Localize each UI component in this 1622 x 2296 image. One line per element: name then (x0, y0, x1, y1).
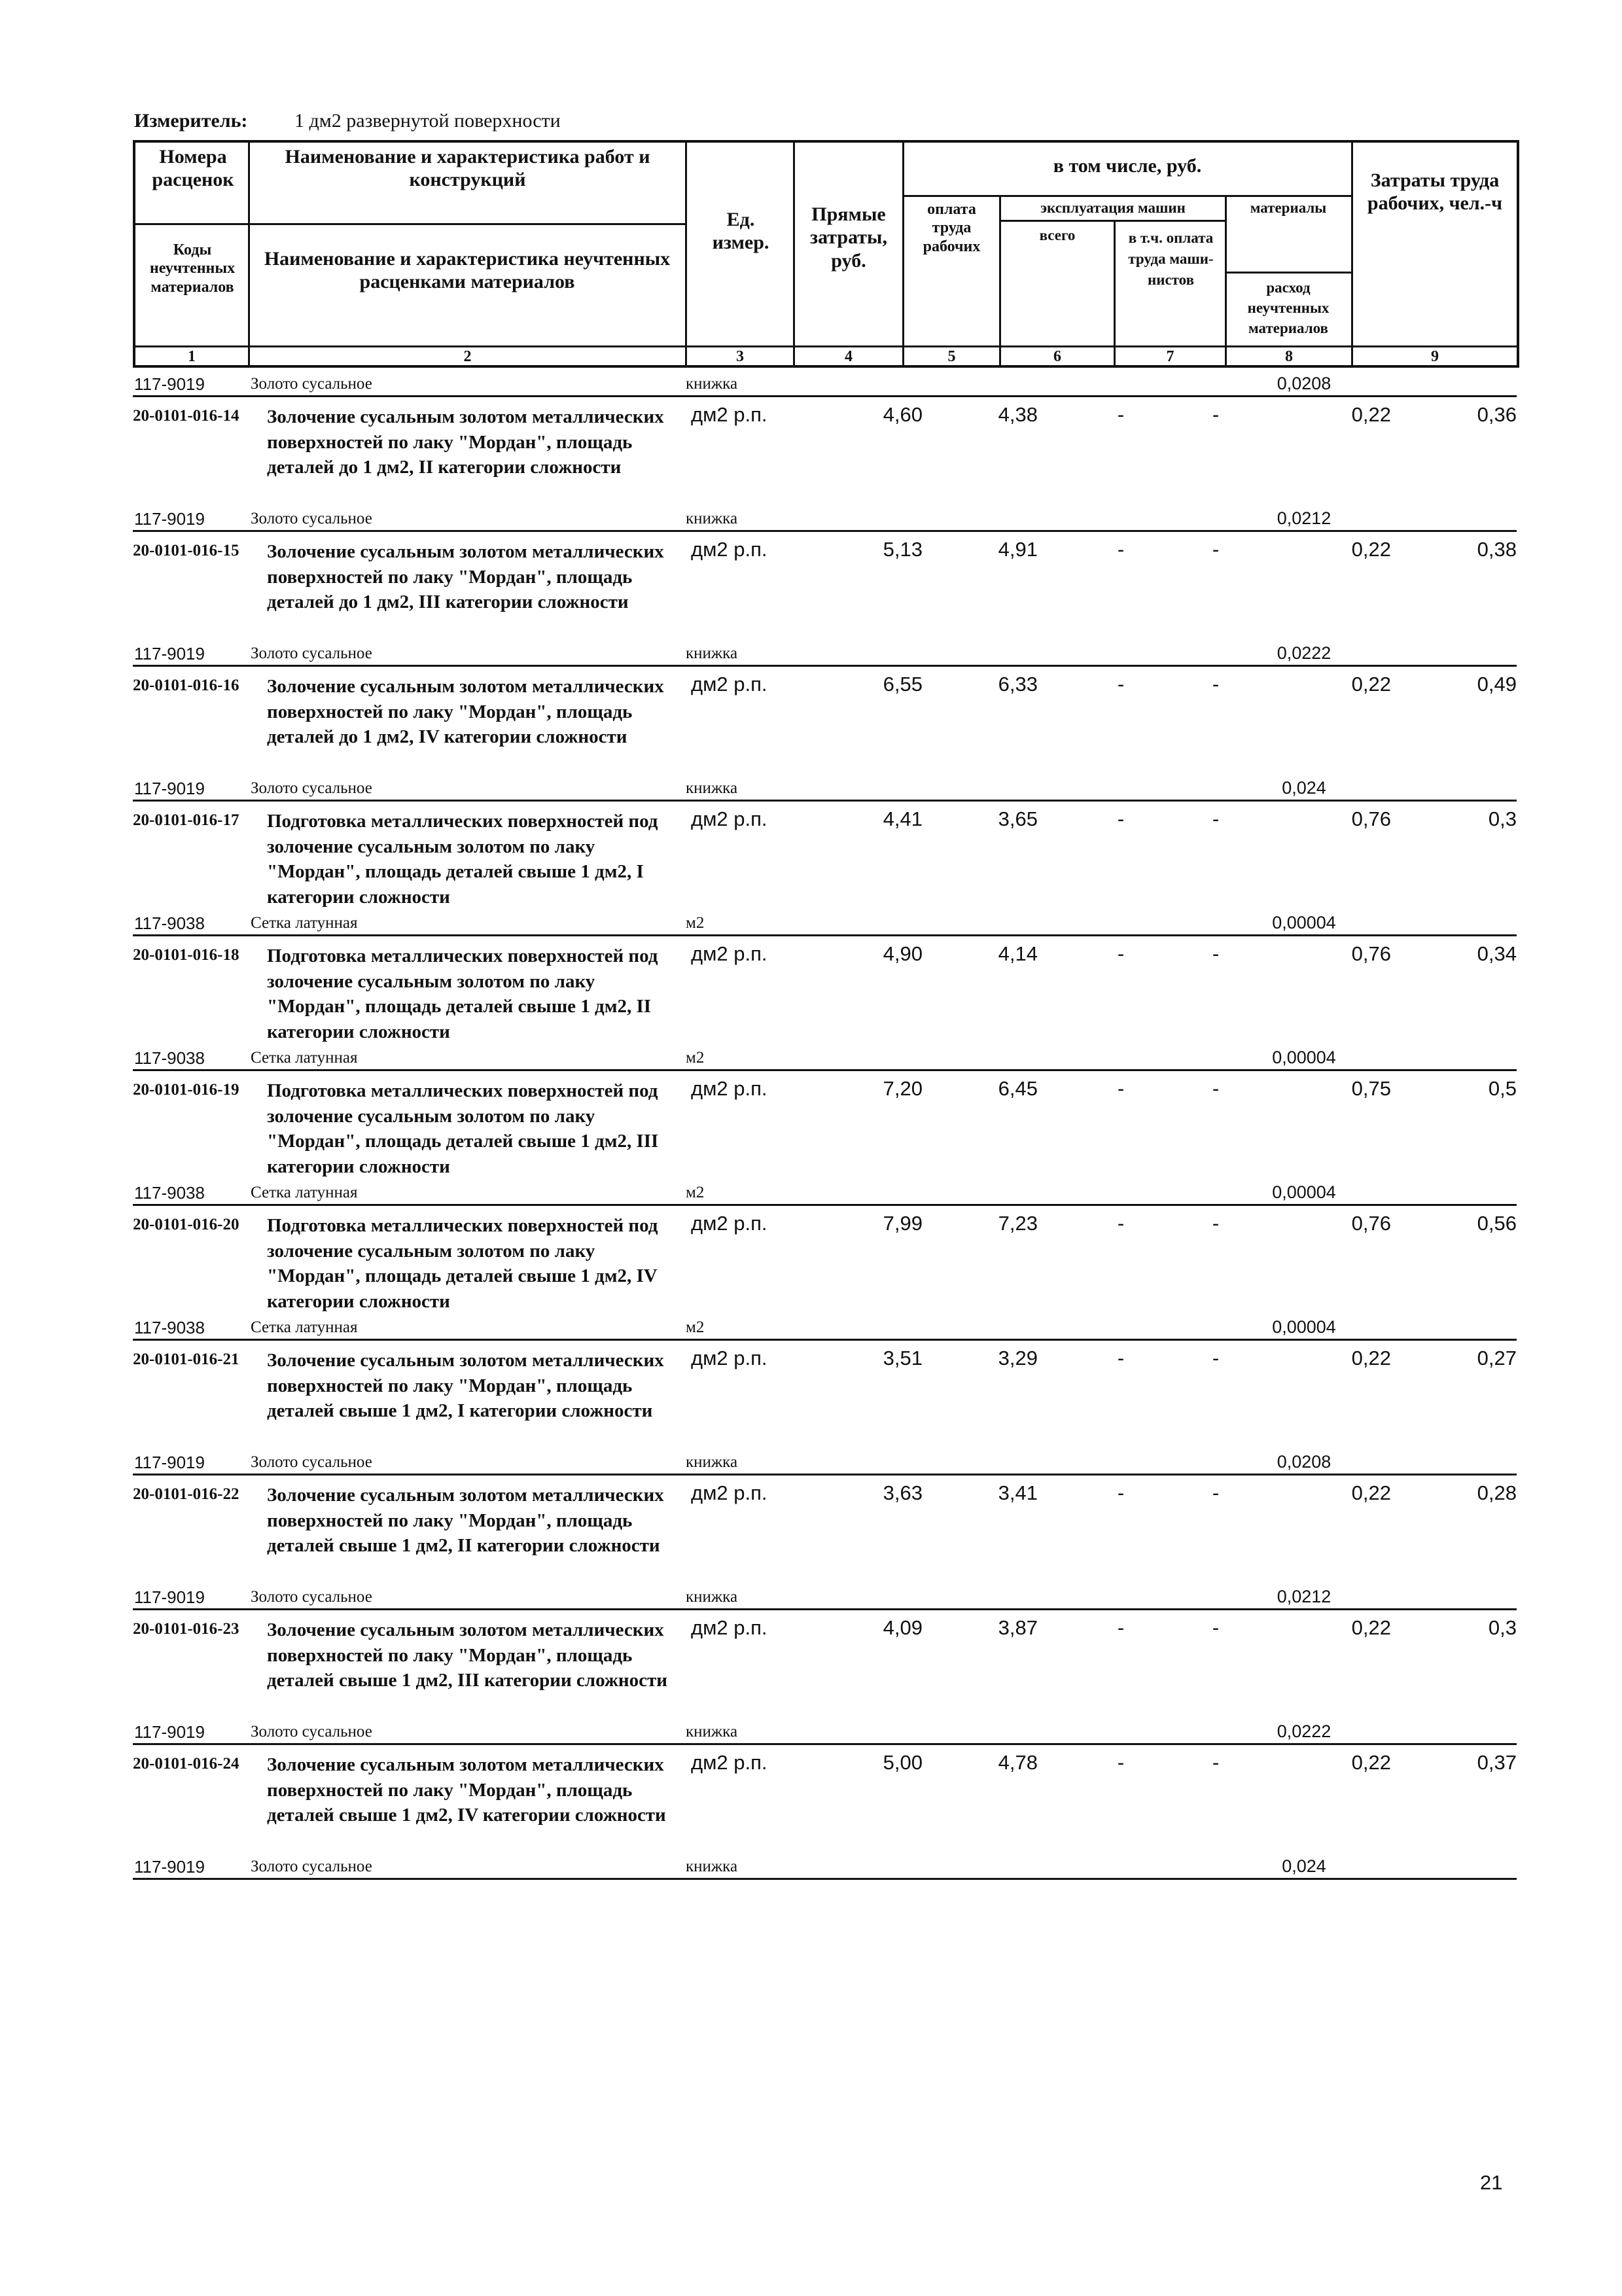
labor-costs-value: 0,36 (1477, 403, 1517, 426)
material-name: Золото сусальное (251, 779, 372, 797)
materials-value: 0,22 (1351, 1616, 1391, 1639)
col-number: 2 (463, 348, 472, 365)
machinist-pay-value: - (1212, 807, 1220, 830)
work-description: Золочение сусальным золотом металлических поверхностей по лаку "Мордан", площадь деталей до 1 дм2, IV категории сложности (267, 676, 664, 748)
work-row (133, 1343, 1517, 1451)
material-code: 117-9038 (134, 1318, 205, 1337)
direct-costs-value: 7,99 (883, 1212, 923, 1235)
labor-costs-value: 0,37 (1477, 1751, 1517, 1774)
col-number: 8 (1285, 348, 1293, 365)
worker-pay-value: 4,91 (998, 538, 1038, 561)
material-code: 117-9019 (134, 374, 205, 394)
header-machinist-pay: в т.ч. оплата труда маши-нистов (1128, 230, 1214, 289)
worker-pay-value: 4,78 (998, 1751, 1038, 1774)
worker-pay-value: 3,29 (998, 1347, 1038, 1369)
work-description: Золочение сусальным золотом металлических поверхностей по лаку "Мордан", площадь деталей до 1 дм2, II категории сложности (267, 406, 664, 478)
material-row (133, 1856, 1517, 1880)
material-quantity: 0,0208 (1277, 1452, 1331, 1472)
material-row (133, 373, 1517, 397)
measurer-label: Измеритель: (134, 110, 248, 132)
header-unaccounted-usage: расход неучтенных материалов (1247, 279, 1330, 337)
work-unit: дм2 р.п. (691, 1212, 767, 1235)
material-row (133, 1316, 1517, 1341)
material-name: Золото сусальное (251, 1858, 372, 1875)
col-number: 6 (1053, 348, 1061, 365)
header-rule (902, 195, 1351, 197)
header-rule (793, 143, 795, 365)
materials-value: 0,22 (1351, 403, 1391, 426)
direct-costs-value: 4,09 (883, 1616, 923, 1639)
page-number: 21 (1480, 2171, 1503, 2194)
labor-costs-value: 0,34 (1477, 942, 1517, 965)
work-row (133, 804, 1517, 912)
materials-value: 0,76 (1351, 942, 1391, 965)
work-description: Золочение сусальным золотом металлических поверхностей по лаку "Мордан", площадь деталей свыше 1 дм2, III категории сложности (267, 1619, 667, 1691)
material-row (133, 1451, 1517, 1475)
material-code: 117-9019 (134, 1857, 205, 1877)
rate-code: 20-0101-016-19 (133, 1081, 239, 1099)
material-code: 117-9038 (134, 913, 205, 933)
work-row (133, 1612, 1517, 1721)
work-row (133, 399, 1517, 508)
work-row (133, 534, 1517, 643)
material-unit: м2 (686, 1184, 705, 1201)
direct-costs-value: 3,63 (883, 1481, 923, 1504)
header-rule (902, 143, 904, 365)
materials-value: 0,76 (1351, 807, 1391, 830)
table-header (133, 140, 1519, 368)
material-code: 117-9038 (134, 1183, 205, 1203)
direct-costs-value: 3,51 (883, 1347, 923, 1369)
header-rule (999, 220, 1225, 222)
rate-code: 20-0101-016-18 (133, 946, 239, 964)
materials-value: 0,22 (1351, 1481, 1391, 1504)
machine-operation-value: - (1117, 807, 1125, 830)
material-quantity: 0,0222 (1277, 1722, 1331, 1741)
header-rule (1351, 143, 1353, 365)
col-number: 7 (1166, 348, 1174, 365)
worker-pay-value: 3,87 (998, 1616, 1038, 1639)
header-machine-total: всего (1039, 227, 1076, 243)
header-material-names: Наименование и характеристика неучтенных расценками материалов (264, 248, 671, 293)
materials-value: 0,22 (1351, 1751, 1391, 1774)
work-unit: дм2 р.п. (691, 1616, 767, 1639)
work-unit: дм2 р.п. (691, 1077, 767, 1100)
labor-costs-value: 0,3 (1488, 807, 1517, 830)
rate-code: 20-0101-016-20 (133, 1216, 239, 1233)
work-unit: дм2 р.п. (691, 403, 767, 426)
header-rule (1225, 195, 1227, 365)
work-unit: дм2 р.п. (691, 538, 767, 561)
header-rate-numbers: Номера расценок (152, 146, 234, 191)
material-unit: м2 (686, 914, 705, 932)
rate-code: 20-0101-016-23 (133, 1620, 239, 1638)
work-row (133, 1477, 1517, 1586)
col-number: 1 (188, 348, 196, 365)
work-unit: дм2 р.п. (691, 807, 767, 830)
material-quantity: 0,00004 (1272, 913, 1336, 932)
machinist-pay-value: - (1212, 1212, 1220, 1235)
material-row (133, 1182, 1517, 1206)
worker-pay-value: 6,45 (998, 1077, 1038, 1100)
material-unit: книжка (686, 510, 738, 527)
material-quantity: 0,024 (1282, 1856, 1326, 1876)
machine-operation-value: - (1117, 1751, 1125, 1774)
labor-costs-value: 0,5 (1488, 1077, 1517, 1100)
worker-pay-value: 3,65 (998, 807, 1038, 830)
labor-costs-value: 0,28 (1477, 1481, 1517, 1504)
work-description: Подготовка металлических поверхностей под золочение сусальным золотом по лаку "Мордан", площадь деталей свыше 1 дм2, IV категории сложности (267, 1215, 658, 1312)
labor-costs-value: 0,38 (1477, 538, 1517, 561)
material-row (133, 777, 1517, 802)
rate-code: 20-0101-016-15 (133, 542, 239, 559)
machine-operation-value: - (1117, 403, 1125, 426)
machinist-pay-value: - (1212, 1077, 1220, 1100)
material-quantity: 0,00004 (1272, 1182, 1336, 1202)
header-rule (1114, 220, 1116, 365)
header-rule (685, 143, 687, 365)
material-code: 117-9019 (134, 779, 205, 798)
machine-operation-value: - (1117, 1481, 1125, 1504)
header-including: в том числе, руб. (1053, 155, 1202, 177)
material-unit: м2 (686, 1318, 705, 1336)
material-quantity: 0,0212 (1277, 508, 1331, 528)
measurer-line (134, 110, 561, 132)
header-work-name: Наименование и характеристика работ и конструкций (285, 146, 650, 191)
material-name: Сетка латунная (251, 914, 358, 932)
rate-code: 20-0101-016-16 (133, 677, 239, 694)
direct-costs-value: 5,00 (883, 1751, 923, 1774)
machinist-pay-value: - (1212, 1481, 1220, 1504)
col-number: 4 (845, 348, 853, 365)
work-description: Подготовка металлических поверхностей под золочение сусальным золотом по лаку "Мордан", площадь деталей свыше 1 дм2, II категории сложности (267, 945, 658, 1042)
material-quantity: 0,0208 (1277, 374, 1331, 393)
header-labor-costs: Затраты труда рабочих, чел.-ч (1367, 169, 1503, 215)
header-worker-pay: оплата труда рабочих (923, 201, 981, 255)
rate-code: 20-0101-016-24 (133, 1755, 239, 1773)
material-row (133, 508, 1517, 532)
work-unit: дм2 р.п. (691, 673, 767, 696)
work-unit: дм2 р.п. (691, 1751, 767, 1774)
direct-costs-value: 6,55 (883, 673, 923, 696)
material-unit: книжка (686, 779, 738, 797)
material-name: Золото сусальное (251, 1588, 372, 1606)
col-number: 5 (947, 348, 956, 365)
machinist-pay-value: - (1212, 1616, 1220, 1639)
material-quantity: 0,024 (1282, 778, 1326, 798)
worker-pay-value: 7,23 (998, 1212, 1038, 1235)
material-row (133, 1047, 1517, 1071)
work-description: Золочение сусальным золотом металлических поверхностей по лаку "Мордан", площадь деталей свыше 1 дм2, IV категории сложности (267, 1754, 666, 1826)
material-unit: книжка (686, 1588, 738, 1606)
machinist-pay-value: - (1212, 538, 1220, 561)
work-row (133, 1208, 1517, 1316)
direct-costs-value: 4,60 (883, 403, 923, 426)
rate-code: 20-0101-016-17 (133, 811, 239, 829)
machinist-pay-value: - (1212, 673, 1220, 696)
material-quantity: 0,00004 (1272, 1317, 1336, 1337)
work-row (133, 669, 1517, 777)
machinist-pay-value: - (1212, 403, 1220, 426)
header-unit: Ед. измер. (712, 209, 769, 254)
header-machine-operation: эксплуатация машин (1040, 200, 1186, 216)
material-name: Золото сусальное (251, 510, 372, 527)
direct-costs-value: 4,41 (883, 807, 923, 830)
material-row (133, 1586, 1517, 1610)
work-unit: дм2 р.п. (691, 1481, 767, 1504)
work-row (133, 938, 1517, 1047)
work-description: Подготовка металлических поверхностей под золочение сусальным золотом по лаку "Мордан", площадь деталей свыше 1 дм2, III категории сложности (267, 1080, 659, 1177)
material-code: 117-9019 (134, 1722, 205, 1742)
machine-operation-value: - (1117, 538, 1125, 561)
materials-value: 0,22 (1351, 538, 1391, 561)
machinist-pay-value: - (1212, 1347, 1220, 1369)
material-name: Сетка латунная (251, 1049, 358, 1067)
material-name: Сетка латунная (251, 1184, 358, 1201)
direct-costs-value: 5,13 (883, 538, 923, 561)
material-name: Золото сусальное (251, 1453, 372, 1471)
material-code: 117-9019 (134, 1453, 205, 1472)
labor-costs-value: 0,27 (1477, 1347, 1517, 1369)
work-row (133, 1073, 1517, 1182)
material-unit: м2 (686, 1049, 705, 1067)
materials-value: 0,22 (1351, 1347, 1391, 1369)
material-name: Золото сусальное (251, 645, 372, 662)
rate-code: 20-0101-016-22 (133, 1485, 239, 1503)
material-row (133, 643, 1517, 667)
material-name: Сетка латунная (251, 1318, 358, 1336)
direct-costs-value: 7,20 (883, 1077, 923, 1100)
rate-code: 20-0101-016-14 (133, 407, 239, 425)
work-description: Золочение сусальным золотом металлических поверхностей по лаку "Мордан", площадь деталей до 1 дм2, III категории сложности (267, 541, 664, 613)
worker-pay-value: 4,14 (998, 942, 1038, 965)
material-code: 117-9019 (134, 644, 205, 663)
labor-costs-value: 0,49 (1477, 673, 1517, 696)
work-description: Подготовка металлических поверхностей под золочение сусальным золотом по лаку "Мордан", площадь деталей свыше 1 дм2, I категории сложности (267, 811, 658, 908)
material-quantity: 0,0222 (1277, 643, 1331, 663)
materials-value: 0,76 (1351, 1212, 1391, 1235)
work-description: Золочение сусальным золотом металлических поверхностей по лаку "Мордан", площадь деталей свыше 1 дм2, I категории сложности (267, 1350, 664, 1422)
material-quantity: 0,00004 (1272, 1048, 1336, 1067)
work-description: Золочение сусальным золотом металлических поверхностей по лаку "Мордан", площадь деталей свыше 1 дм2, II категории сложности (267, 1485, 664, 1557)
material-code: 117-9019 (134, 509, 205, 529)
rate-code: 20-0101-016-21 (133, 1351, 239, 1368)
labor-costs-value: 0,56 (1477, 1212, 1517, 1235)
material-name: Золото сусальное (251, 1723, 372, 1740)
material-unit: книжка (686, 645, 738, 662)
labor-costs-value: 0,3 (1488, 1616, 1517, 1639)
header-material-codes: Коды неучтенных материалов (149, 241, 236, 296)
material-unit: книжка (686, 1453, 738, 1471)
header-direct-costs: Прямые затраты, руб. (810, 203, 887, 272)
worker-pay-value: 4,38 (998, 403, 1038, 426)
worker-pay-value: 6,33 (998, 673, 1038, 696)
material-quantity: 0,0212 (1277, 1587, 1331, 1606)
machine-operation-value: - (1117, 942, 1125, 965)
machine-operation-value: - (1117, 1347, 1125, 1369)
material-row (133, 1721, 1517, 1745)
machinist-pay-value: - (1212, 942, 1220, 965)
machine-operation-value: - (1117, 673, 1125, 696)
work-unit: дм2 р.п. (691, 942, 767, 965)
header-rule (135, 223, 685, 225)
work-row (133, 1747, 1517, 1856)
header-materials: материалы (1250, 200, 1327, 216)
machine-operation-value: - (1117, 1212, 1125, 1235)
machine-operation-value: - (1117, 1616, 1125, 1639)
measurer-value: 1 дм2 развернутой поверхности (294, 110, 561, 132)
direct-costs-value: 4,90 (883, 942, 923, 965)
work-unit: дм2 р.п. (691, 1347, 767, 1369)
header-rule (248, 143, 250, 365)
worker-pay-value: 3,41 (998, 1481, 1038, 1504)
header-rule (1225, 272, 1351, 274)
material-code: 117-9019 (134, 1587, 205, 1607)
material-unit: книжка (686, 1723, 738, 1740)
material-code: 117-9038 (134, 1048, 205, 1068)
col-number: 9 (1431, 348, 1439, 365)
material-name: Золото сусальное (251, 375, 372, 393)
material-row (133, 912, 1517, 936)
material-unit: книжка (686, 1858, 738, 1875)
materials-value: 0,75 (1351, 1077, 1391, 1100)
machine-operation-value: - (1117, 1077, 1125, 1100)
col-number: 3 (736, 348, 744, 365)
machinist-pay-value: - (1212, 1751, 1220, 1774)
materials-value: 0,22 (1351, 673, 1391, 696)
material-unit: книжка (686, 375, 738, 393)
